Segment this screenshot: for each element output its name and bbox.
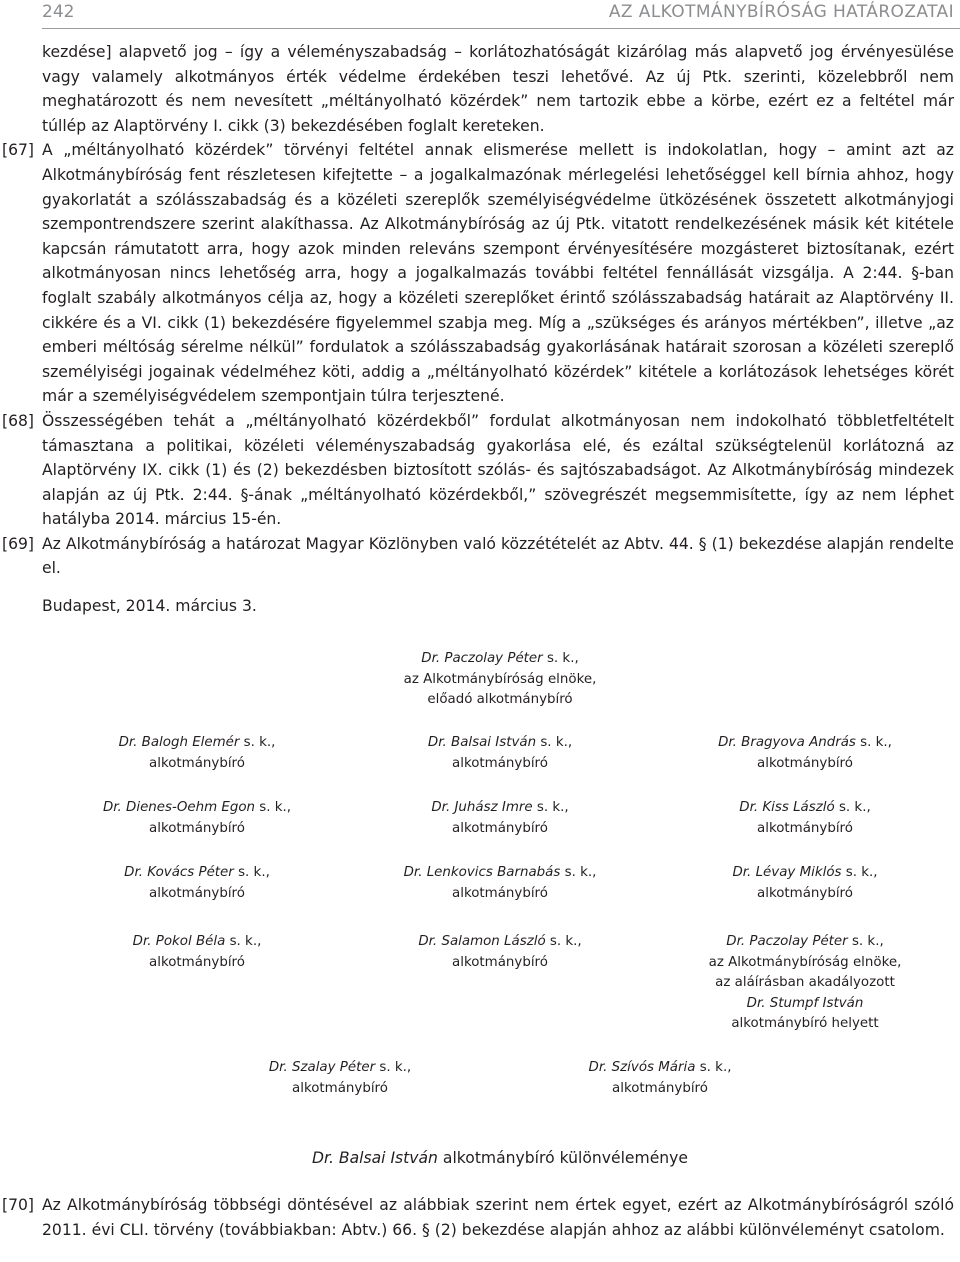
- signature-block: [47, 863, 347, 904]
- signature-block: [350, 798, 650, 839]
- date-line: Budapest, 2014. március 3.: [42, 597, 257, 615]
- signatory-role: alkotmánybíró: [292, 1080, 388, 1096]
- paragraph-text: kezdése] alapvető jog – így a véleményszabadság – korlátozhatóságát kizárólag más alapvető jog érvényesülése vagy valamely alkotmányos érték védelme érdekében teszi lehetővé. Az új Ptk. szerinti, közelebbről nem meghatározott és nem nevesített „méltányolható közérdek” nem tartozik ebbe a körbe, ezért ez a feltétel már túllép az Alaptörvény I. cikk (3) bekezdésében foglalt kereteken.: [42, 43, 954, 135]
- running-title: AZ ALKOTMÁNYBÍRÓSÁG HATÁROZATAI: [608, 2, 954, 22]
- paragraph-text: A „méltányolható közérdek” törvényi feltétel annak elismerése mellett is indokolatlan, hogy – amint azt az Alkotmánybíróság fent részletesen kifejtette – a jogalkalmazónak mérlegelési lehetőséggel kell bírnia ahhoz, hogy gyakorlatát a szólásszabadság és a közéleti szereplők személyiségvédelme ütközésének összetett alkotmányjogi szempontrendszere szerint alakíthassa. Az Alkotmánybíróság az új Ptk. vitatott rendelkezésének másik két kitétele kapcsán rámutatott arra, hogy azok minden releváns szempont érvényesítésére mozgásteret biztosítanak, ezért alkotmányosan nincs lehetőség arra, hogy a jogalkalmazás további feltétel fennállását vizsgálja. A 2:44. §-ban foglalt szabály alkotmányos célja az, hogy a közéleti szereplőket érintő szólásszabadság határait az Alaptörvény II. cikkére és a VI. cikk (1) bekezdésére figyelemmel szabja meg. Míg a „szükséges és arányos mértékben”, illetve „az emberi méltóság sérelme nélkül” fordulatok a szólásszabadság gyakorlásának határait szorosan a közéleti szereplő személyiségi jogainak védelméhez köti, addig a „méltányolható közérdek” kitétele a korlátozások lehetséges körét már a személyiségvédelem szempontjain túlra terjesztené.: [42, 141, 954, 406]
- page-number: 242: [42, 2, 75, 22]
- signatory-name: Dr. Paczolay Péter: [421, 651, 543, 666]
- signature-suffix: s. k.,: [542, 651, 579, 666]
- absent-judge-name: Dr. Stumpf István: [746, 995, 864, 1011]
- signature-block: [655, 733, 955, 774]
- signatory-role: alkotmánybíró: [149, 885, 245, 901]
- signature-block: [510, 1058, 810, 1099]
- dissent-title-text: alkotmánybíró különvéleménye: [437, 1149, 689, 1167]
- signature-block: [47, 733, 347, 774]
- signatory-name: Dr. Juhász Imre: [431, 800, 533, 815]
- signature-suffix: s. k.,: [560, 865, 597, 880]
- signature-suffix: s. k.,: [855, 735, 892, 750]
- paragraph-67: [0, 138, 960, 409]
- signature-substitute: [655, 932, 955, 1035]
- signatory-name: Dr. Balogh Elemér: [118, 735, 240, 750]
- signature-president: [350, 649, 650, 711]
- signatory-name: Dr. Salamon László: [418, 934, 546, 949]
- header-rule: [42, 28, 960, 29]
- paragraph-text: Az Alkotmánybíróság a határozat Magyar Közlönyben való közzétételét az Abtv. 44. § (1) bekezdése alapján rendelte el.: [42, 534, 954, 578]
- signature-name-line: [350, 649, 650, 670]
- paragraph-continuation: [0, 40, 960, 138]
- signatory-role: alkotmánybíró: [452, 820, 548, 836]
- signature-block: [350, 932, 650, 973]
- signature-suffix: s. k.,: [536, 735, 573, 750]
- signatory-role: alkotmánybíró: [757, 820, 853, 836]
- signature-block: [350, 863, 650, 904]
- signatory-name: Dr. Kovács Péter: [124, 865, 234, 880]
- signatory-role: alkotmánybíró: [149, 954, 245, 970]
- signatory-role: alkotmánybíró: [452, 954, 548, 970]
- paragraph-69: [0, 532, 960, 581]
- signatory-role: alkotmánybíró: [612, 1080, 708, 1096]
- paragraph-number: [69]: [2, 534, 35, 553]
- signature-suffix: s. k.,: [532, 800, 569, 815]
- dissent-body: [0, 1193, 960, 1242]
- paragraph-text: Az Alkotmánybíróság többségi döntésével az alábbiak szerint nem értek egyet, ezért az Alkotmánybíróságról szóló 2011. évi CLI. törvény (továbbiakban: Abtv.) 66. § (2) bekezdése alapján ahhoz az alábbi különvéleményt csatolom.: [42, 1196, 954, 1239]
- signatory-role: alkotmánybíró: [149, 820, 245, 836]
- paragraph-number: [68]: [2, 411, 35, 430]
- signatory-name: Dr. Kiss László: [739, 800, 835, 815]
- signatory-role: alkotmánybíró: [452, 885, 548, 901]
- signatory-role: alkotmánybíró helyett: [731, 1016, 879, 1031]
- paragraph-number: [67]: [2, 141, 35, 160]
- signatory-role: az aláírásban akadályozott: [715, 975, 895, 990]
- signature-suffix: s. k.,: [225, 934, 262, 949]
- signature-block: [655, 863, 955, 904]
- signature-block: [47, 932, 347, 973]
- dissent-author: Dr. Balsai István: [311, 1149, 438, 1167]
- signature-block: [47, 798, 347, 839]
- dissent-title: [0, 1149, 960, 1167]
- signature-suffix: s. k.,: [847, 934, 884, 949]
- signatory-role: alkotmánybíró: [452, 755, 548, 771]
- signatory-role: az Alkotmánybíróság elnöke,: [403, 671, 597, 687]
- signatory-name: Dr. Lévay Miklós: [732, 865, 842, 880]
- signature-suffix: s. k.,: [375, 1060, 412, 1075]
- signature-suffix: s. k.,: [233, 865, 270, 880]
- signatory-name: Dr. Szalay Péter: [268, 1060, 376, 1075]
- document-body: [0, 40, 960, 581]
- signatory-role: az Alkotmánybíróság elnöke,: [708, 954, 902, 970]
- signature-suffix: s. k.,: [834, 800, 871, 815]
- signature-suffix: s. k.,: [545, 934, 582, 949]
- signatory-name: Dr. Balsai István: [427, 735, 537, 750]
- signatory-name: Dr. Bragyova András: [718, 735, 856, 750]
- signatory-role: alkotmánybíró: [757, 885, 853, 901]
- signature-suffix: s. k.,: [841, 865, 878, 880]
- signature-suffix: s. k.,: [255, 800, 292, 815]
- signatory-name: Dr. Lenkovics Barnabás: [403, 865, 561, 880]
- paragraph-text: Összességében tehát a „méltányolható közérdekből” fordulat alkotmányosan nem indokolható többletfeltételt támasztana a politikai, közéleti véleményszabadság gyakorlása elé, és ezáltal szükségtelenül korlátozná az Alaptörvény IX. cikk (1) és (2) bekezdésben biztosított szólás- és sajtószabadságot. Az Alkotmánybíróság mindezek alapján az új Ptk. 2:44. §-ának „méltányolható közérdekből,” szövegrészét megsemmisítette, így az nem léphet hatályba 2014. március 15-én.: [42, 411, 954, 529]
- signatory-name: Dr. Paczolay Péter: [726, 934, 848, 949]
- signature-suffix: s. k.,: [239, 735, 276, 750]
- paragraph-68: [0, 409, 960, 532]
- signature-block: [655, 798, 955, 839]
- signature-block: [350, 733, 650, 774]
- signatory-role: előadó alkotmánybíró: [427, 692, 573, 707]
- signature-suffix: s. k.,: [695, 1060, 732, 1075]
- page-header: [0, 0, 960, 32]
- signatory-name: Dr. Dienes-Oehm Egon: [102, 800, 256, 815]
- signatory-role: alkotmánybíró: [149, 755, 245, 771]
- signatory-name: Dr. Pokol Béla: [132, 934, 226, 949]
- signature-block: [190, 1058, 490, 1099]
- paragraph-70: [0, 1193, 960, 1242]
- paragraph-number: [70]: [2, 1196, 35, 1214]
- signatory-role: alkotmánybíró: [757, 755, 853, 771]
- signatory-name: Dr. Szívós Mária: [588, 1060, 696, 1075]
